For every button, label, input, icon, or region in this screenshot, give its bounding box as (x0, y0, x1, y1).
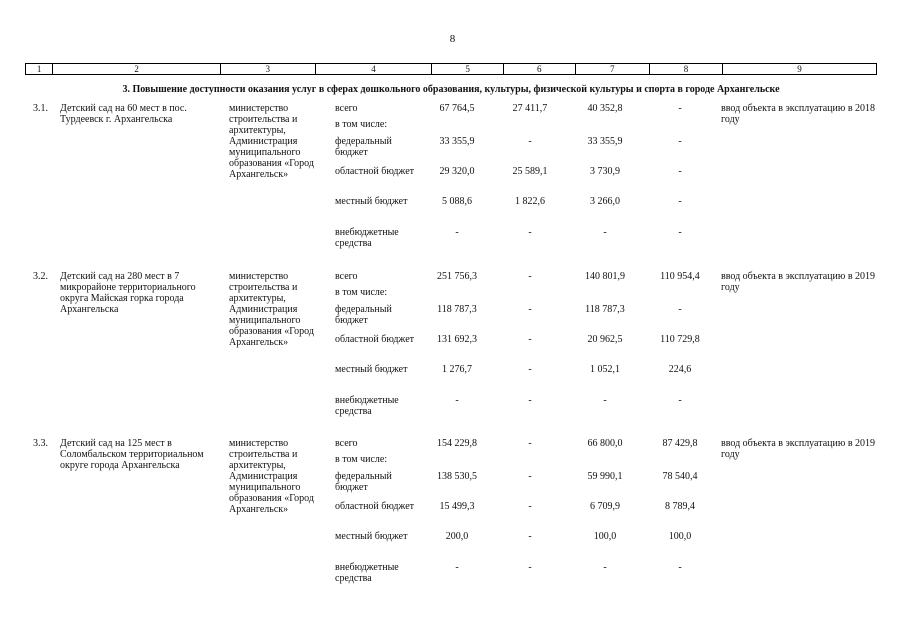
funding-source-label: всего (335, 438, 358, 449)
funding-row (0, 562, 905, 584)
funding-value: - (528, 334, 532, 345)
col-number-cell: 7 (576, 64, 650, 74)
item-number: 3.2. (33, 271, 48, 282)
funding-value: 5 088,6 (442, 196, 472, 207)
funding-source-label: всего (335, 271, 358, 282)
funding-row (0, 471, 905, 493)
funding-value: - (455, 395, 459, 406)
funding-value: - (678, 196, 682, 207)
funding-row (0, 304, 905, 326)
funding-value: 6 709,9 (590, 501, 620, 512)
item-result: ввод объекта в эксплуатацию в 2019 году (721, 438, 876, 460)
column-number-header (25, 63, 877, 75)
funding-value: - (528, 136, 532, 147)
col-number-cell: 4 (316, 64, 433, 74)
funding-value: - (528, 471, 532, 482)
funding-value: - (528, 562, 532, 573)
funding-row (0, 227, 905, 249)
item-result: ввод объекта в эксплуатацию в 2019 году (721, 271, 876, 293)
funding-value: - (528, 364, 532, 375)
funding-value: - (678, 395, 682, 406)
funding-value: 27 411,7 (512, 103, 548, 114)
col-number-cell: 2 (53, 64, 221, 74)
funding-row (0, 395, 905, 417)
funding-source-label: федеральный бюджет (335, 471, 392, 493)
funding-value: 15 499,3 (439, 501, 475, 512)
funding-value: 3 730,9 (590, 166, 620, 177)
funding-value: 33 355,9 (587, 136, 623, 147)
funding-value: - (678, 136, 682, 147)
funding-value: - (528, 395, 532, 406)
funding-source-label: местный бюджет (335, 364, 408, 375)
funding-value: 138 530,5 (437, 471, 477, 482)
item-executor: министерство строительства и архитектуры, Администрация муниципального образования «Город Архангельск» (229, 271, 314, 348)
funding-source-label: в том числе: (335, 454, 388, 465)
col-number-cell: 6 (504, 64, 576, 74)
funding-value: 1 052,1 (590, 364, 620, 375)
funding-value: - (603, 395, 607, 406)
funding-value: 59 990,1 (587, 471, 623, 482)
funding-value: - (528, 501, 532, 512)
funding-value: 200,0 (445, 531, 469, 542)
page-number: 8 (449, 33, 456, 45)
funding-value: - (678, 227, 682, 238)
funding-value: - (678, 166, 682, 177)
funding-value: - (678, 103, 682, 114)
item-name: Детский сад на 60 мест в пос. Турдеевск г. Архангельска (60, 103, 187, 125)
funding-row (0, 136, 905, 158)
item-number: 3.1. (33, 103, 48, 114)
item-block (0, 103, 905, 263)
funding-source-label: местный бюджет (335, 531, 408, 542)
funding-value: 140 801,9 (585, 271, 625, 282)
funding-value: - (603, 227, 607, 238)
funding-value: - (528, 304, 532, 315)
funding-value: 110 729,8 (660, 334, 700, 345)
col-number-cell: 1 (26, 64, 53, 74)
item-name: Детский сад на 125 мест в Соломбальском территориальном округе города Архангельска (60, 438, 204, 471)
funding-row (0, 531, 905, 553)
funding-value: 1 822,6 (515, 196, 545, 207)
funding-value: - (528, 271, 532, 282)
funding-source-label: в том числе: (335, 287, 388, 298)
item-executor: министерство строительства и архитектуры, Администрация муниципального образования «Город Архангельск» (229, 438, 314, 515)
section-title: 3. Повышение доступности оказания услуг в сферах дошкольного образования, культуры, физической культуры и спорта в городе Архангельске (122, 84, 780, 95)
funding-source-label: в том числе: (335, 119, 388, 130)
funding-row (0, 196, 905, 218)
funding-value: 224,6 (668, 364, 692, 375)
funding-value: 87 429,8 (662, 438, 698, 449)
funding-value: 3 266,0 (590, 196, 620, 207)
funding-value: - (603, 562, 607, 573)
item-result: ввод объекта в эксплуатацию в 2018 году (721, 103, 876, 125)
funding-value: 118 787,3 (437, 304, 477, 315)
col-number-cell: 3 (221, 64, 316, 74)
funding-row (0, 364, 905, 386)
funding-source-label: внебюджетные средства (335, 227, 399, 249)
item-name: Детский сад на 280 мест в 7 микрорайоне территориального округа Майская горка города Архангельска (60, 271, 196, 315)
item-number: 3.3. (33, 438, 48, 449)
funding-value: - (528, 438, 532, 449)
funding-value: 100,0 (668, 531, 692, 542)
funding-row (0, 166, 905, 188)
funding-value: 100,0 (593, 531, 617, 542)
item-block (0, 438, 905, 598)
funding-value: 8 789,4 (665, 501, 695, 512)
funding-value: - (455, 562, 459, 573)
item-block (0, 271, 905, 431)
funding-value: - (678, 562, 682, 573)
funding-row (0, 501, 905, 523)
funding-source-label: внебюджетные средства (335, 562, 399, 584)
funding-source-label: федеральный бюджет (335, 136, 392, 158)
funding-value: 1 276,7 (442, 364, 472, 375)
funding-value: 118 787,3 (585, 304, 625, 315)
funding-value: 66 800,0 (587, 438, 623, 449)
funding-value: 78 540,4 (662, 471, 698, 482)
funding-value: - (455, 227, 459, 238)
funding-value: - (678, 304, 682, 315)
funding-value: 29 320,0 (439, 166, 475, 177)
funding-value: 131 692,3 (437, 334, 477, 345)
funding-source-label: внебюджетные средства (335, 395, 399, 417)
funding-value: 251 756,3 (437, 271, 477, 282)
funding-source-label: федеральный бюджет (335, 304, 392, 326)
funding-value: 25 589,1 (512, 166, 548, 177)
funding-value: 20 962,5 (587, 334, 623, 345)
funding-value: 40 352,8 (587, 103, 623, 114)
funding-source-label: всего (335, 103, 358, 114)
funding-source-label: областной бюджет (335, 501, 415, 512)
item-executor: министерство строительства и архитектуры, Администрация муниципального образования «Город Архангельск» (229, 103, 314, 180)
col-number-cell: 8 (650, 64, 723, 74)
funding-value: 67 764,5 (439, 103, 475, 114)
funding-row (0, 334, 905, 356)
col-number-cell: 9 (797, 64, 802, 74)
col-number-cell: 5 (432, 64, 503, 74)
funding-value: 154 229,8 (437, 438, 477, 449)
funding-source-label: местный бюджет (335, 196, 408, 207)
funding-value: - (528, 227, 532, 238)
funding-source-label: областной бюджет (335, 334, 415, 345)
funding-value: - (528, 531, 532, 542)
funding-value: 110 954,4 (660, 271, 700, 282)
funding-source-label: областной бюджет (335, 166, 415, 177)
funding-value: 33 355,9 (439, 136, 475, 147)
